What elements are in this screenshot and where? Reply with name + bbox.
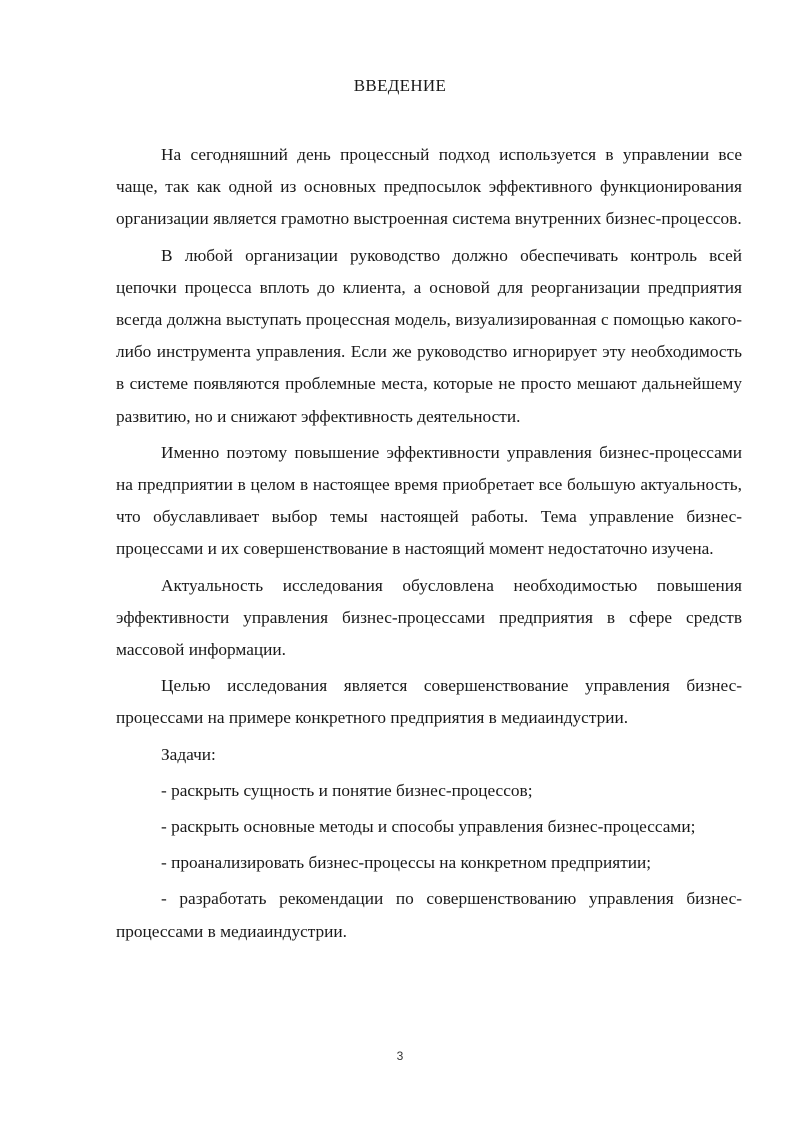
- page-number: 3: [396, 1049, 404, 1063]
- body-text: [116, 139, 742, 948]
- task-item: - разработать рекомендации по совершенствованию управления бизнес-процессами в медиаиндустрии.: [116, 889, 742, 941]
- paragraph-goal: Целью исследования является совершенствование управления бизнес-процессами на примере конкретного предприятия в медиаиндустрии.: [116, 676, 742, 728]
- page-title: ВВЕДЕНИЕ: [353, 76, 447, 95]
- task-item: - проанализировать бизнес-процессы на конкретном предприятии;: [161, 853, 652, 873]
- task-item: - раскрыть сущность и понятие бизнес-процессов;: [161, 780, 533, 800]
- paragraph-intro: На сегодняшний день процессный подход используется в управлении все чаще, так как одной из основных предпосылок эффективного функционирования организации является грамотно выстроенная система внутренних бизнес-процессов.: [116, 145, 742, 229]
- tasks-heading: Задачи:: [161, 744, 216, 764]
- paragraph-management: В любой организации руководство должно обеспечивать контроль всей цепочки процесса вплоть до клиента, а основой для реорганизации предприятия всегда должна выступать процессная модель, визуализированная с помощью какого-либо инструмента управления. Если же руководство игнорирует эту необходимость в системе появляются проблемные места, которые не просто мешают дальнейшему развитию, но и снижают эффективность деятельности.: [116, 245, 742, 426]
- task-item: - раскрыть основные методы и способы управления бизнес-процессами;: [161, 817, 696, 837]
- paragraph-relevance-topic: Именно поэтому повышение эффективности управления бизнес-процессами на предприятии в целом в настоящее время приобретает все большую актуальность, что обуславливает выбор темы настоящей работы. Тема управление бизнес-процессами и их совершенствование в настоящий момент недостаточно изучена.: [116, 442, 742, 559]
- paragraph-actuality: Актуальность исследования обусловлена необходимостью повышения эффективности управления бизнес-процессами предприятия в сфере средств массовой информации.: [116, 575, 742, 660]
